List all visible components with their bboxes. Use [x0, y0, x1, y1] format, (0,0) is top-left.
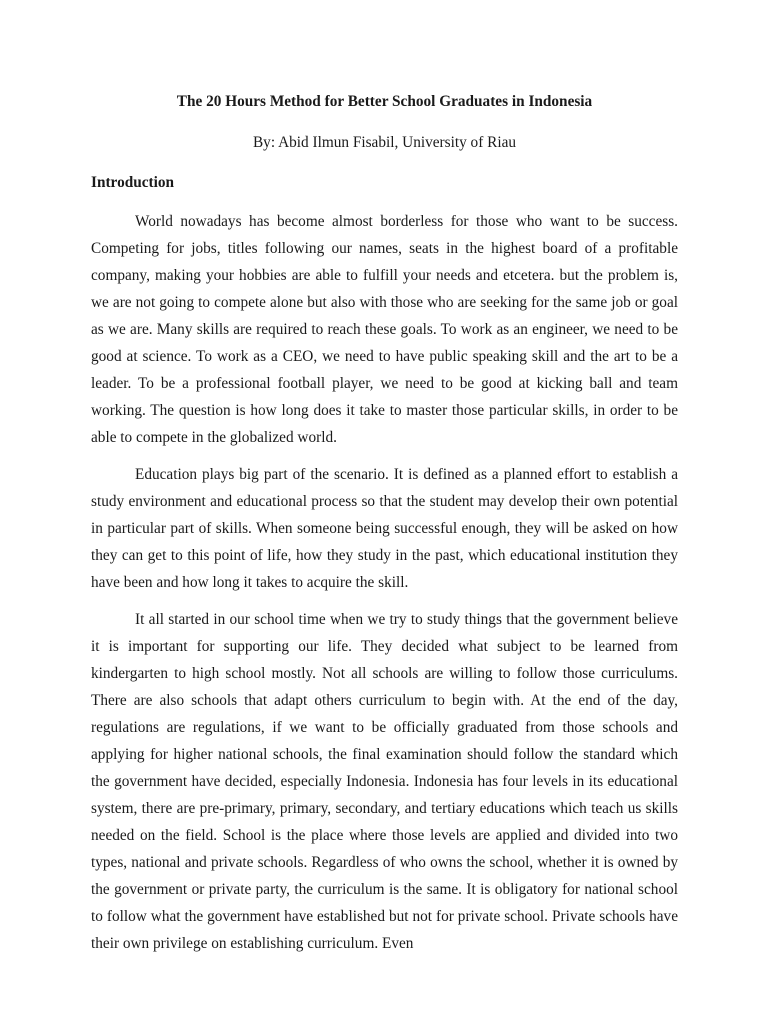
- body-paragraph-3: It all started in our school time when we try to study things that the government believe it is important for supporting our life. They decided what subject to be learned from kindergarten to high school mostly. Not all schools are willing to follow those curriculums. There are also schools that adapt others curriculum to begin with. At the end of the day, regulations are regulations, if we want to be officially graduated from those schools and applying for higher national schools, the final examination should follow the standard which the government have decided, especially Indonesia. Indonesia has four levels in its educational system, there are pre-primary, primary, secondary, and tertiary educations which teach us skills needed on the field. School is the place where those levels are applied and divided into two types, national and private schools. Regardless of who owns the school, whether it is owned by the government or private party, the curriculum is the same. It is obligatory for national school to follow what the government have established but not for private school. Private schools have their own privilege on establishing curriculum. Even: [91, 611, 678, 952]
- body-paragraph-2: Education plays big part of the scenario. It is defined as a planned effort to establish a study environment and educational process so that the student may develop their own potential in particular part of skills. When someone being successful enough, they will be asked on how they can get to this point of life, how they study in the past, which educational institution they have been and how long it takes to acquire the skill.: [91, 466, 678, 591]
- body-paragraph-1: World nowadays has become almost borderless for those who want to be success. Competing for jobs, titles following our names, seats in the highest board of a profitable company, making your hobbies are able to fulfill your needs and etcetera. but the problem is, we are not going to compete alone but also with those who are seeking for the same job or goal as we are. Many skills are required to reach these goals. To work as an engineer, we need to be good at science. To work as a CEO, we need to have public speaking skill and the art to be a leader. To be a professional football player, we need to be good at kicking ball and team working. The question is how long does it take to master those particular skills, in order to be able to compete in the globalized world.: [91, 213, 678, 446]
- author-byline: By: Abid Ilmun Fisabil, University of Riau: [252, 134, 517, 151]
- document-title: The 20 Hours Method for Better School Graduates in Indonesia: [176, 93, 593, 110]
- section-heading-introduction: Introduction: [91, 174, 175, 191]
- document-page: [91, 88, 678, 967]
